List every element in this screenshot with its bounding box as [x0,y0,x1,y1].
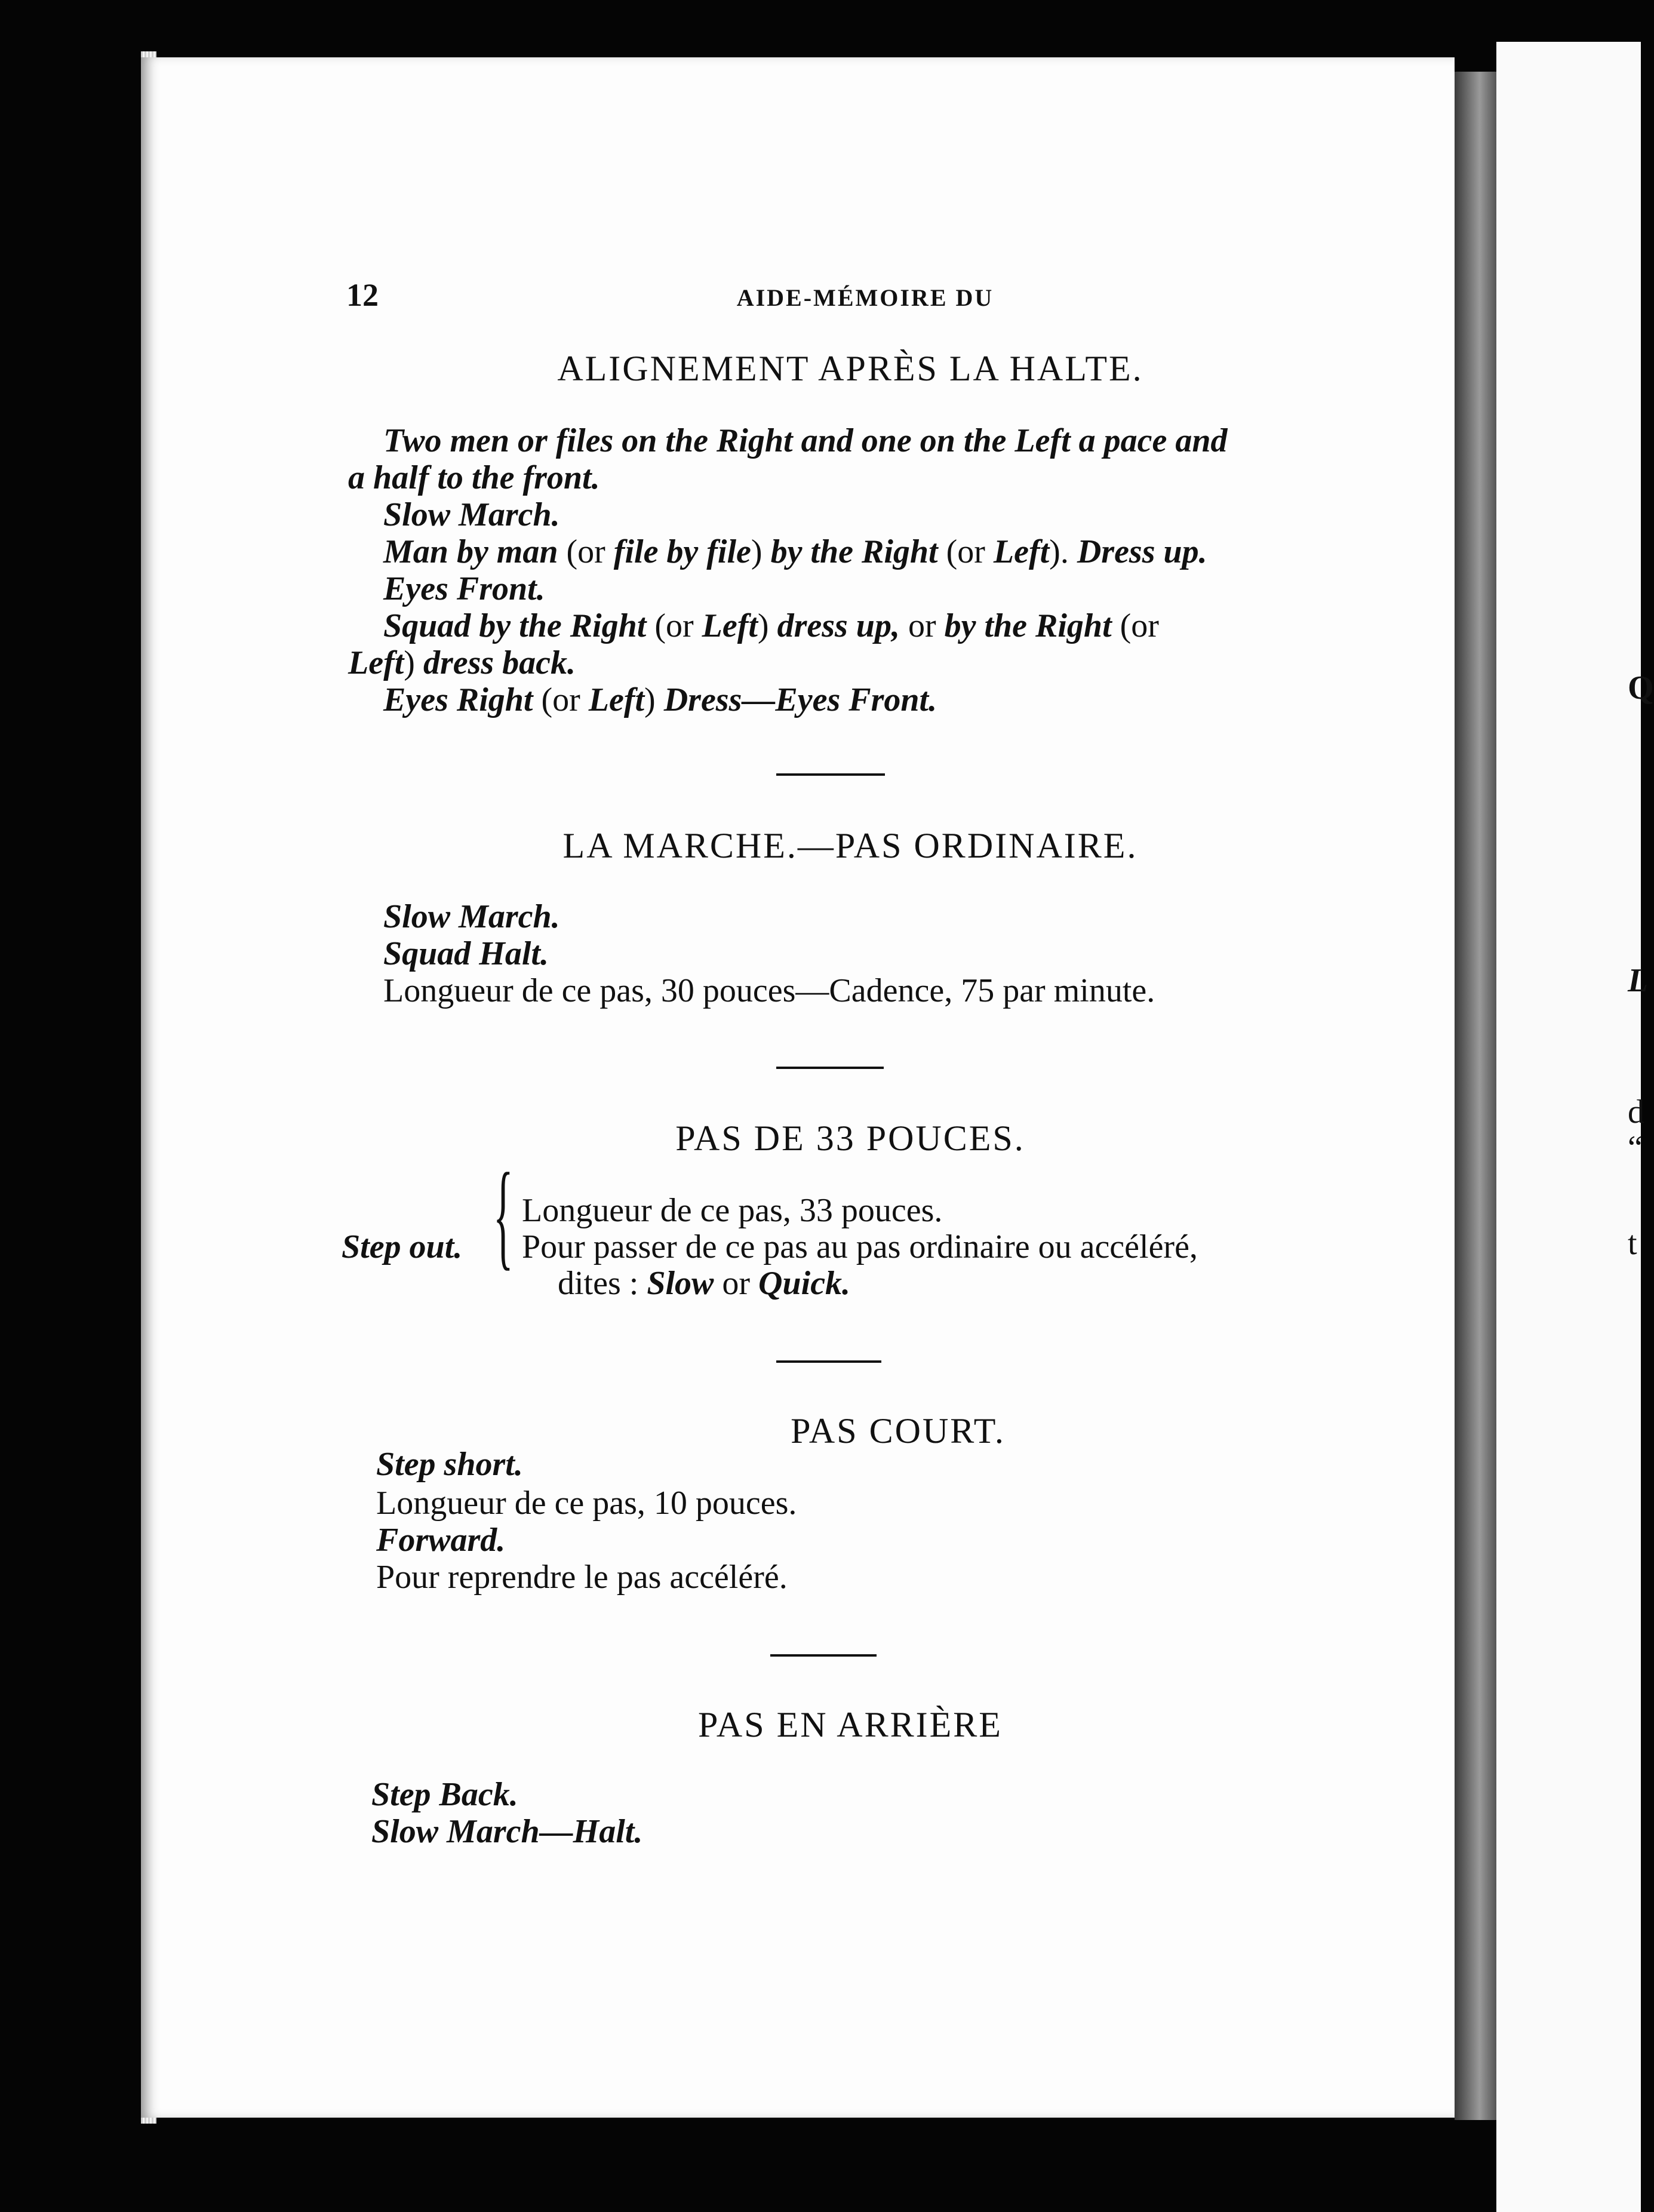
text-line: dites : Slow or Quick. [558,1265,851,1302]
text-line: Eyes Right (or Left) Dress—Eyes Front. [383,681,937,718]
section-divider [776,1067,884,1069]
section-divider [770,1654,877,1657]
text-line: Pour passer de ce pas au pas ordinaire ou accéléré, [522,1228,1198,1265]
text-line: Man by man (or file by file) by the Right (or Left). Dress up. [383,533,1207,570]
section-divider [776,1360,881,1363]
text-line: Eyes Front. [383,570,545,607]
facing-char: t [1628,1225,1637,1262]
section-divider [776,773,885,776]
section-heading: PAS COURT. [791,1411,1006,1451]
text-line: Forward. [376,1522,506,1559]
command-label: Step out. [342,1228,463,1265]
text-line: Step short. [376,1446,523,1483]
text-line: Two men or files on the Right and one on the Left a pace and [383,422,1228,459]
section-heading: ALIGNEMENT APRÈS LA HALTE. [557,349,1143,388]
facing-char: Q [1628,669,1654,706]
facing-char: L [1628,962,1649,999]
text-line: Slow March. [383,496,560,533]
facing-char: d [1628,1093,1644,1130]
text-line: Longueur de ce pas, 10 pouces. [376,1485,797,1522]
text-line: Squad Halt. [383,935,549,972]
section-heading: PAS EN ARRIÈRE [698,1705,1003,1744]
page-number: 12 [346,277,379,313]
running-title: AIDE-MÉMOIRE DU [736,284,994,311]
text-line: Pour reprendre le pas accéléré. [376,1559,788,1596]
section-heading: LA MARCHE.—PAS ORDINAIRE. [562,826,1138,865]
brace-symbol: { [493,1149,514,1281]
section-heading: PAS DE 33 POUCES. [675,1119,1025,1158]
text-line: Longueur de ce pas, 30 pouces—Cadence, 75 par minute. [383,972,1155,1009]
text-line: Left) dress back. [348,644,576,681]
text-line: Step Back. [371,1776,518,1813]
text-line: Longueur de ce pas, 33 pouces. [522,1192,943,1229]
facing-char: “ [1628,1129,1643,1166]
text-line: Squad by the Right (or Left) dress up, or by the Right (or [383,607,1159,644]
text-line: a half to the front. [348,459,600,496]
text-line: Slow March. [383,898,560,935]
text-line: Slow March—Halt. [371,1813,643,1850]
